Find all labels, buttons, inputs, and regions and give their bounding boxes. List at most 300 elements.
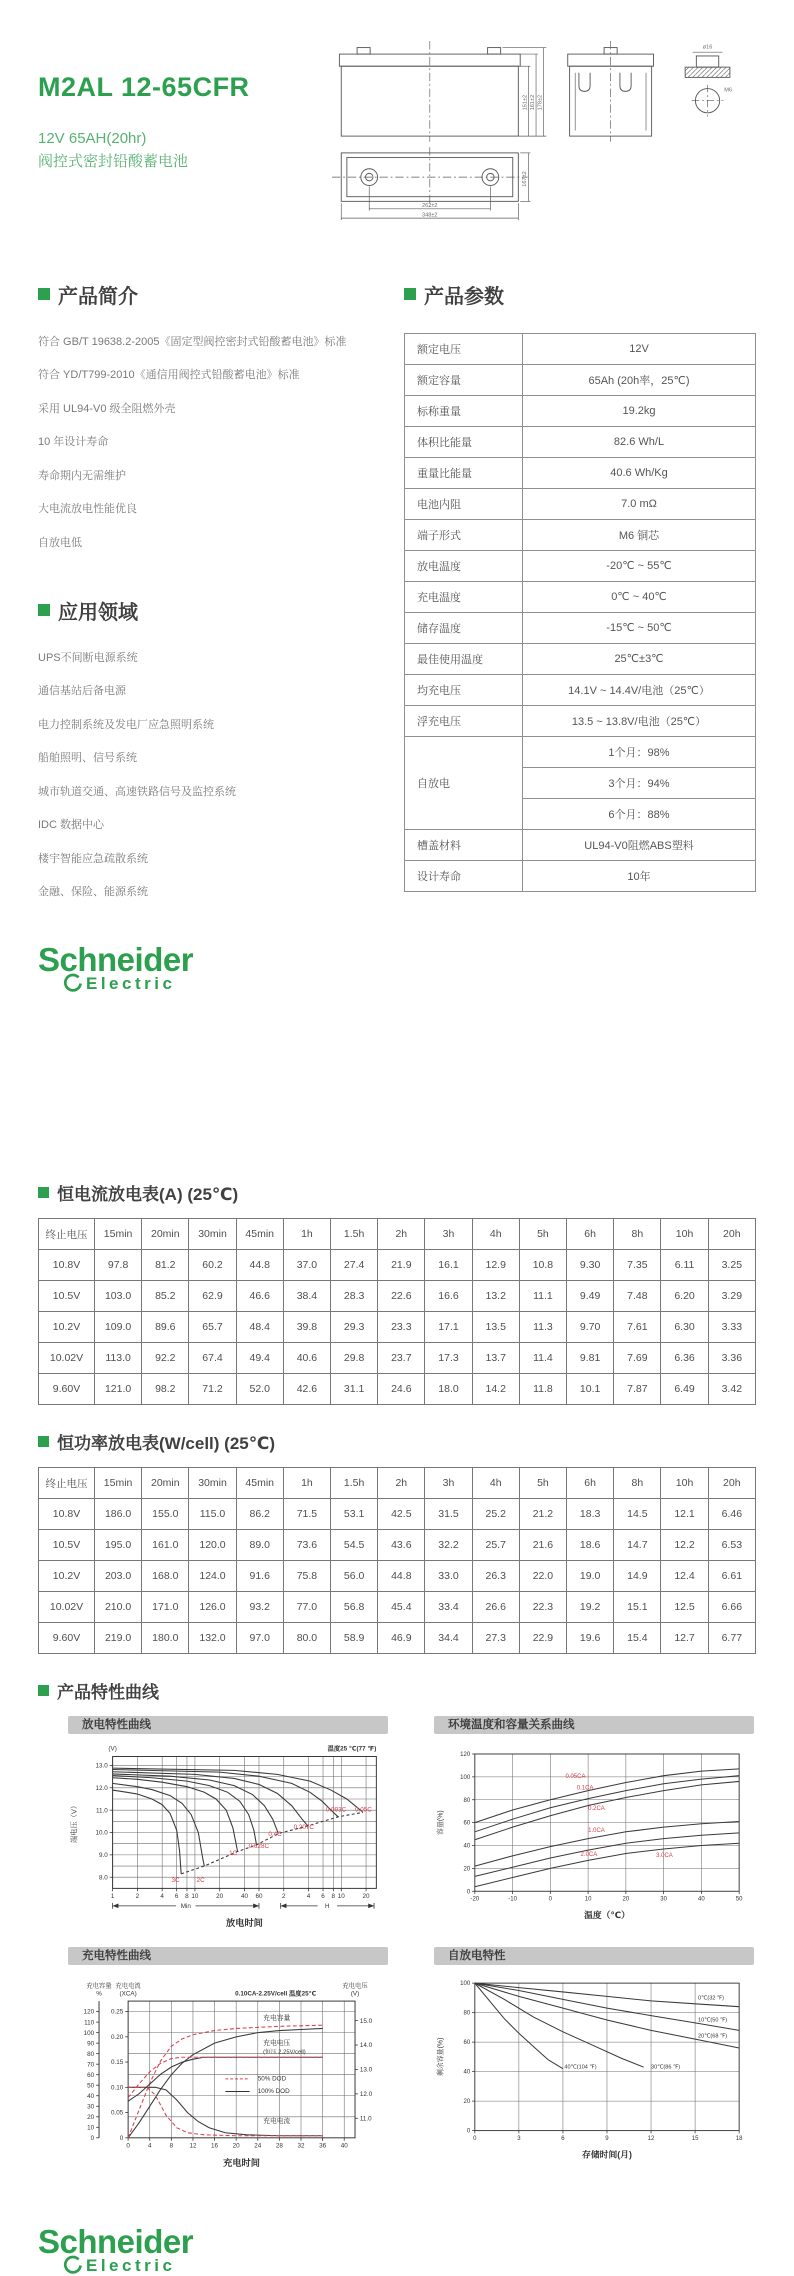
value-cell: 48.4 bbox=[236, 1312, 283, 1343]
value-cell: 43.6 bbox=[378, 1530, 425, 1561]
curve-label: 0.628C bbox=[248, 1843, 270, 1851]
charge-curve-chart-svg bbox=[68, 1972, 388, 2171]
schneider-logo-wordmark: Schneider bbox=[38, 941, 194, 979]
param-label: 设计寿命 bbox=[405, 860, 523, 891]
dim-terminal-thread: M6 bbox=[724, 87, 733, 94]
column-header: 4h bbox=[472, 1219, 519, 1250]
svg-text:9: 9 bbox=[605, 2136, 609, 2143]
row-header-cell: 10.2V bbox=[39, 1561, 95, 1592]
value-cell: 22.9 bbox=[519, 1623, 566, 1654]
svg-text:0: 0 bbox=[548, 1896, 553, 1903]
series-30℃(86℉) bbox=[475, 1983, 644, 2067]
application-item: IDC 数据中心 bbox=[38, 819, 104, 832]
value-cell: 9.49 bbox=[567, 1281, 614, 1312]
value-cell: 17.1 bbox=[425, 1312, 472, 1343]
header bbox=[38, 28, 756, 224]
svg-text:容量(%): 容量(%) bbox=[437, 1810, 445, 1836]
row-header-cell: 10.8V bbox=[39, 1250, 95, 1281]
section-constant-power-table bbox=[38, 1429, 756, 1654]
svg-text:60: 60 bbox=[255, 1893, 263, 1901]
value-cell: 12.9 bbox=[472, 1250, 519, 1281]
svg-text:%: % bbox=[96, 1990, 102, 1998]
schneider-logo-mark-icon bbox=[62, 973, 83, 994]
curve-label: 0.2CA bbox=[588, 1806, 605, 1813]
param-row bbox=[405, 612, 756, 643]
param-value: -20℃ ~ 55℃ bbox=[523, 550, 756, 581]
value-cell: 7.35 bbox=[614, 1250, 661, 1281]
battery-dimension-drawings bbox=[290, 28, 756, 224]
schneider-logo bbox=[38, 943, 390, 994]
right-column bbox=[404, 280, 756, 995]
application-item: UPS不间断电源系统 bbox=[38, 651, 138, 664]
series-0.2CA bbox=[475, 1782, 739, 1840]
svg-text:0: 0 bbox=[126, 2142, 130, 2150]
curves-heading-text: 产品特性曲线 bbox=[57, 1683, 159, 1703]
svg-text:(V): (V) bbox=[350, 1990, 360, 1998]
constant-current-table bbox=[38, 1218, 756, 1405]
svg-text:10: 10 bbox=[87, 2124, 95, 2132]
application-item: 楼宇智能应急疏散系统 bbox=[38, 852, 148, 865]
param-row bbox=[405, 581, 756, 612]
constant-current-heading-text: 恒电流放电表(A) (25℃) bbox=[57, 1185, 239, 1205]
value-cell: 16.6 bbox=[425, 1281, 472, 1312]
svg-text:40: 40 bbox=[87, 2093, 95, 2101]
value-cell: 56.0 bbox=[331, 1561, 378, 1592]
value-cell: 6.61 bbox=[708, 1561, 755, 1592]
value-cell: 17.3 bbox=[425, 1343, 472, 1374]
param-row bbox=[405, 457, 756, 488]
application-item: 通信基站后备电源 bbox=[38, 685, 126, 698]
application-item: 城市轨道交通、高速铁路信号及监控系统 bbox=[38, 785, 236, 798]
row-header-cell: 10.5V bbox=[39, 1530, 95, 1561]
svg-text:0.10CA-2.25V/cell 温度25℃: 0.10CA-2.25V/cell 温度25℃ bbox=[235, 1990, 317, 1998]
column-header: 8h bbox=[614, 1219, 661, 1250]
intro-item: 大电流放电性能优良 bbox=[38, 503, 137, 516]
svg-text:80: 80 bbox=[463, 2010, 471, 2017]
table-row bbox=[39, 1499, 756, 1530]
curve-label: 2C bbox=[196, 1877, 205, 1885]
curve-label: 0℃(32 ℉) bbox=[698, 1995, 725, 2002]
intro-item: 采用 UL94-V0 级全阻燃外壳 bbox=[38, 402, 176, 415]
dim-terminal-dia: ø16 bbox=[702, 44, 713, 51]
value-cell: 14.5 bbox=[614, 1499, 661, 1530]
value-cell: 58.9 bbox=[331, 1623, 378, 1654]
value-cell: 7.48 bbox=[614, 1281, 661, 1312]
svg-text:12: 12 bbox=[189, 2142, 197, 2150]
svg-text:温度（℃）: 温度（℃） bbox=[584, 1910, 630, 1921]
curve-label: 充电容量 bbox=[263, 2015, 291, 2023]
value-cell: 126.0 bbox=[189, 1592, 236, 1623]
value-cell: 27.3 bbox=[472, 1623, 519, 1654]
value-cell: 67.4 bbox=[189, 1343, 236, 1374]
value-cell: 45.4 bbox=[378, 1592, 425, 1623]
value-cell: 9.81 bbox=[567, 1343, 614, 1374]
value-cell: 121.0 bbox=[95, 1374, 142, 1405]
chart-title-temp-capacity: 环境温度和容量关系曲线 bbox=[434, 1716, 754, 1734]
value-cell: 23.3 bbox=[378, 1312, 425, 1343]
value-cell: 7.87 bbox=[614, 1374, 661, 1405]
column-header: 45min bbox=[236, 1219, 283, 1250]
param-value: -15℃ ~ 50℃ bbox=[523, 612, 756, 643]
value-cell: 11.4 bbox=[519, 1343, 566, 1374]
param-row bbox=[405, 550, 756, 581]
value-cell: 33.4 bbox=[425, 1592, 472, 1623]
value-cell: 32.2 bbox=[425, 1530, 472, 1561]
svg-text:90: 90 bbox=[87, 2040, 95, 2048]
value-cell: 12.4 bbox=[661, 1561, 708, 1592]
curve-label: 0.4C bbox=[268, 1831, 282, 1839]
svg-text:9.0: 9.0 bbox=[99, 1852, 108, 1860]
value-cell: 3.33 bbox=[708, 1312, 755, 1343]
svg-text:8: 8 bbox=[169, 2142, 174, 2150]
curve-label: 1.0CA bbox=[588, 1827, 605, 1834]
value-cell: 7.69 bbox=[614, 1343, 661, 1374]
column-header: 3h bbox=[425, 1468, 472, 1499]
value-cell: 113.0 bbox=[95, 1343, 142, 1374]
svg-text:60: 60 bbox=[463, 1820, 471, 1827]
value-cell: 92.2 bbox=[142, 1343, 189, 1374]
value-cell: 6.66 bbox=[708, 1592, 755, 1623]
curve-label: 10℃(50 ℉) bbox=[698, 2017, 728, 2024]
svg-text:11.0: 11.0 bbox=[95, 1807, 108, 1815]
value-cell: 195.0 bbox=[95, 1530, 142, 1561]
row-header-cell: 10.02V bbox=[39, 1592, 95, 1623]
left-column bbox=[38, 280, 404, 995]
table-row bbox=[39, 1623, 756, 1654]
value-cell: 73.6 bbox=[283, 1530, 330, 1561]
discharge-curve-chart-svg bbox=[68, 1741, 388, 1931]
column-header: 4h bbox=[472, 1468, 519, 1499]
svg-text:12.0: 12.0 bbox=[359, 2091, 373, 2099]
column-header: 终止电压 bbox=[39, 1219, 95, 1250]
chart-title-charge-curve: 充电特性曲线 bbox=[68, 1947, 388, 1965]
param-value: 65Ah (20h率，25℃) bbox=[523, 364, 756, 395]
svg-text:40: 40 bbox=[698, 1896, 705, 1903]
value-cell: 44.8 bbox=[236, 1250, 283, 1281]
value-cell: 93.2 bbox=[236, 1592, 283, 1623]
svg-text:0: 0 bbox=[466, 2128, 471, 2135]
value-cell: 24.6 bbox=[378, 1374, 425, 1405]
svg-text:温度25 ℃(77 ℉): 温度25 ℃(77 ℉) bbox=[327, 1745, 377, 1753]
svg-text:0: 0 bbox=[466, 1889, 471, 1896]
value-cell: 46.9 bbox=[378, 1623, 425, 1654]
value-cell: 46.6 bbox=[236, 1281, 283, 1312]
temp-capacity-chart-svg bbox=[434, 1741, 754, 1923]
value-cell: 52.0 bbox=[236, 1374, 283, 1405]
value-cell: 6.36 bbox=[661, 1343, 708, 1374]
section-curves bbox=[38, 1678, 756, 2171]
column-header: 1h bbox=[283, 1468, 330, 1499]
value-cell: 6.46 bbox=[708, 1499, 755, 1530]
value-cell: 26.3 bbox=[472, 1561, 519, 1592]
green-square-icon bbox=[404, 288, 416, 300]
intro-item: 寿命期内无需维护 bbox=[38, 469, 126, 482]
param-label: 电池内阻 bbox=[405, 488, 523, 519]
intro-list bbox=[38, 333, 390, 550]
svg-text:放电时间: 放电时间 bbox=[226, 1918, 263, 1929]
product-rating: 12V 65AH(20hr) bbox=[38, 130, 147, 147]
svg-text:2: 2 bbox=[281, 1893, 286, 1901]
product-model: M2AL 12-65CFR bbox=[38, 72, 250, 102]
svg-text:100: 100 bbox=[460, 1775, 471, 1782]
series-3C bbox=[113, 1790, 182, 1874]
curve-label: 2.0CA bbox=[580, 1852, 598, 1859]
value-cell: 6.11 bbox=[661, 1250, 708, 1281]
dim-depth: 167±2 bbox=[521, 171, 528, 187]
value-cell: 56.8 bbox=[331, 1592, 378, 1623]
value-cell: 38.4 bbox=[283, 1281, 330, 1312]
constant-power-table bbox=[38, 1467, 756, 1654]
column-header: 终止电压 bbox=[39, 1468, 95, 1499]
param-label: 额定电压 bbox=[405, 333, 523, 364]
svg-text:100: 100 bbox=[460, 1981, 471, 1988]
svg-text:36: 36 bbox=[319, 2142, 327, 2150]
param-value: 10年 bbox=[523, 860, 756, 891]
curve-label: 充电电压 bbox=[263, 2040, 291, 2048]
row-header-cell: 9.60V bbox=[39, 1623, 95, 1654]
value-cell: 9.30 bbox=[567, 1250, 614, 1281]
value-cell: 71.5 bbox=[283, 1499, 330, 1530]
param-label: 标称重量 bbox=[405, 395, 523, 426]
svg-text:100: 100 bbox=[83, 2030, 95, 2038]
svg-text:13.0: 13.0 bbox=[359, 2066, 373, 2074]
svg-text:50: 50 bbox=[87, 2082, 95, 2090]
value-cell: 77.0 bbox=[283, 1592, 330, 1623]
value-cell: 13.5 bbox=[472, 1312, 519, 1343]
dim-height-3: 178±2 bbox=[537, 94, 544, 111]
param-row bbox=[405, 364, 756, 395]
svg-text:40: 40 bbox=[463, 1843, 471, 1850]
curve-label: 50% DOD bbox=[257, 2075, 287, 2083]
green-square-icon bbox=[38, 604, 50, 616]
value-cell: 39.8 bbox=[283, 1312, 330, 1343]
param-label: 额定容量 bbox=[405, 364, 523, 395]
table-row bbox=[39, 1592, 756, 1623]
column-header: 1.5h bbox=[331, 1468, 378, 1499]
column-header: 1h bbox=[283, 1219, 330, 1250]
curve-label: 100% DOD bbox=[257, 2088, 290, 2096]
table-header-row bbox=[39, 1468, 756, 1499]
value-cell: 18.3 bbox=[567, 1499, 614, 1530]
param-row bbox=[405, 519, 756, 550]
svg-text:剩余容量(%): 剩余容量(%) bbox=[437, 2037, 445, 2077]
value-cell: 14.2 bbox=[472, 1374, 519, 1405]
value-cell: 22.0 bbox=[519, 1561, 566, 1592]
column-header: 15min bbox=[95, 1219, 142, 1250]
svg-text:存储时间(月): 存储时间(月) bbox=[582, 2149, 632, 2160]
svg-text:2: 2 bbox=[135, 1893, 140, 1901]
intro-item: 符合 YD/T799-2010《通信用阀控式铅酸蓄电池》标准 bbox=[38, 369, 300, 382]
chart-body-charge-curve bbox=[68, 1972, 388, 2171]
svg-text:120: 120 bbox=[83, 2009, 95, 2017]
svg-text:120: 120 bbox=[460, 1752, 471, 1759]
curve-label: 0.207C bbox=[293, 1824, 314, 1832]
svg-text:15: 15 bbox=[691, 2136, 699, 2143]
chart-body-discharge-curve bbox=[68, 1741, 388, 1931]
svg-text:12.0: 12.0 bbox=[95, 1785, 108, 1793]
svg-text:(V): (V) bbox=[108, 1745, 117, 1753]
column-header: 2h bbox=[378, 1219, 425, 1250]
svg-text:15.0: 15.0 bbox=[359, 2018, 373, 2026]
column-header: 30min bbox=[189, 1219, 236, 1250]
svg-text:0.25: 0.25 bbox=[111, 2008, 124, 2016]
svg-text:13.0: 13.0 bbox=[95, 1762, 108, 1770]
curve-label: (恒压 2.25V/cell) bbox=[263, 2049, 306, 2056]
svg-text:0: 0 bbox=[473, 2136, 477, 2143]
svg-text:60: 60 bbox=[463, 2040, 471, 2047]
value-cell: 22.3 bbox=[519, 1592, 566, 1623]
svg-text:14.0: 14.0 bbox=[359, 2042, 373, 2050]
param-value: 13.5 ~ 13.8V/电池（25℃） bbox=[523, 705, 756, 736]
value-cell: 97.8 bbox=[95, 1250, 142, 1281]
param-label: 均充电压 bbox=[405, 674, 523, 705]
column-header: 3h bbox=[425, 1219, 472, 1250]
svg-text:8: 8 bbox=[331, 1893, 336, 1901]
svg-text:40: 40 bbox=[463, 2069, 471, 2076]
value-cell: 13.2 bbox=[472, 1281, 519, 1312]
value-cell: 14.9 bbox=[614, 1561, 661, 1592]
chart-title-self-discharge: 自放电特性 bbox=[434, 1947, 754, 1965]
value-cell: 219.0 bbox=[95, 1623, 142, 1654]
row-header-cell: 10.5V bbox=[39, 1281, 95, 1312]
applications-heading-text: 应用领域 bbox=[58, 601, 138, 624]
svg-text:18: 18 bbox=[735, 2136, 743, 2143]
value-cell: 124.0 bbox=[189, 1561, 236, 1592]
table-row bbox=[39, 1281, 756, 1312]
param-label: 端子形式 bbox=[405, 519, 523, 550]
value-cell: 19.0 bbox=[567, 1561, 614, 1592]
value-cell: 25.2 bbox=[472, 1499, 519, 1530]
chart-panel-self-discharge bbox=[434, 1947, 754, 2171]
svg-text:0.15: 0.15 bbox=[111, 2059, 124, 2067]
value-cell: 115.0 bbox=[189, 1499, 236, 1530]
svg-text:28: 28 bbox=[275, 2142, 283, 2150]
param-value: 12V bbox=[523, 333, 756, 364]
value-cell: 10.1 bbox=[567, 1374, 614, 1405]
svg-text:端电压（V）: 端电压（V） bbox=[69, 1802, 79, 1844]
value-cell: 21.6 bbox=[519, 1530, 566, 1561]
series-充电容量-50%DOD bbox=[128, 2026, 323, 2139]
param-value: 6个月：88% bbox=[523, 798, 756, 829]
value-cell: 186.0 bbox=[95, 1499, 142, 1530]
svg-text:10: 10 bbox=[584, 1896, 592, 1903]
chart-panel-discharge-curve bbox=[68, 1716, 388, 1931]
svg-text:32: 32 bbox=[297, 2142, 305, 2150]
value-cell: 6.49 bbox=[661, 1374, 708, 1405]
value-cell: 12.2 bbox=[661, 1530, 708, 1561]
svg-text:0.05: 0.05 bbox=[111, 2109, 124, 2117]
value-cell: 18.0 bbox=[425, 1374, 472, 1405]
svg-text:4: 4 bbox=[160, 1893, 164, 1901]
value-cell: 155.0 bbox=[142, 1499, 189, 1530]
green-square-icon bbox=[38, 1436, 49, 1447]
value-cell: 97.0 bbox=[236, 1623, 283, 1654]
param-row bbox=[405, 829, 756, 860]
value-cell: 23.7 bbox=[378, 1343, 425, 1374]
row-header-cell: 9.60V bbox=[39, 1374, 95, 1405]
param-value: UL94-V0阻燃ABS塑料 bbox=[523, 829, 756, 860]
param-label: 体积比能量 bbox=[405, 426, 523, 457]
value-cell: 12.1 bbox=[661, 1499, 708, 1530]
green-square-icon bbox=[38, 288, 50, 300]
value-cell: 40.6 bbox=[283, 1343, 330, 1374]
value-cell: 21.2 bbox=[519, 1499, 566, 1530]
column-header: 2h bbox=[378, 1468, 425, 1499]
column-header: 5h bbox=[519, 1219, 566, 1250]
value-cell: 80.0 bbox=[283, 1623, 330, 1654]
value-cell: 60.2 bbox=[189, 1250, 236, 1281]
param-row bbox=[405, 395, 756, 426]
section-applications bbox=[38, 596, 390, 900]
application-item: 电力控制系统及发电厂应急照明系统 bbox=[38, 718, 214, 731]
value-cell: 15.1 bbox=[614, 1592, 661, 1623]
curve-label: 0.05C bbox=[354, 1806, 372, 1814]
section-intro bbox=[38, 280, 390, 550]
value-cell: 3.29 bbox=[708, 1281, 755, 1312]
svg-text:50: 50 bbox=[735, 1896, 743, 1903]
svg-text:110: 110 bbox=[84, 2019, 95, 2027]
value-cell: 12.5 bbox=[661, 1592, 708, 1623]
svg-text:Min: Min bbox=[180, 1903, 191, 1911]
column-header: 15min bbox=[95, 1468, 142, 1499]
column-header: 20h bbox=[708, 1468, 755, 1499]
param-value: 1个月：98% bbox=[523, 736, 756, 767]
value-cell: 19.2 bbox=[567, 1592, 614, 1623]
chart-body-temp-capacity bbox=[434, 1741, 754, 1923]
value-cell: 21.9 bbox=[378, 1250, 425, 1281]
chart-body-self-discharge bbox=[434, 1972, 754, 2162]
chart-panel-temp-capacity bbox=[434, 1716, 754, 1931]
table-row bbox=[39, 1530, 756, 1561]
value-cell: 3.42 bbox=[708, 1374, 755, 1405]
row-header-cell: 10.02V bbox=[39, 1343, 95, 1374]
row-header-cell: 10.2V bbox=[39, 1312, 95, 1343]
curve-label: 40℃(104 ℉) bbox=[564, 2064, 597, 2071]
green-square-icon bbox=[38, 1685, 49, 1696]
value-cell: 120.0 bbox=[189, 1530, 236, 1561]
value-cell: 11.3 bbox=[519, 1312, 566, 1343]
series-1.0CA bbox=[475, 1822, 739, 1867]
intro-heading bbox=[38, 280, 390, 309]
table-header-row bbox=[39, 1219, 756, 1250]
dim-width-outer: 348±2 bbox=[422, 212, 438, 219]
param-label: 自放电 bbox=[405, 736, 523, 829]
curves-heading bbox=[38, 1678, 756, 1703]
svg-text:(XCA): (XCA) bbox=[119, 1990, 137, 1998]
value-cell: 54.5 bbox=[331, 1530, 378, 1561]
svg-text:20: 20 bbox=[463, 2099, 471, 2106]
schneider-logo-mark-icon bbox=[62, 2255, 83, 2276]
svg-text:6: 6 bbox=[321, 1893, 325, 1901]
intro-item: 10 年设计寿命 bbox=[38, 436, 109, 449]
value-cell: 98.2 bbox=[142, 1374, 189, 1405]
svg-text:40: 40 bbox=[240, 1893, 248, 1901]
application-item: 船舶照明、信号系统 bbox=[38, 752, 137, 765]
section-constant-current-table bbox=[38, 1180, 756, 1405]
param-row bbox=[405, 674, 756, 705]
table-row bbox=[39, 1312, 756, 1343]
value-cell: 44.8 bbox=[378, 1561, 425, 1592]
svg-text:20: 20 bbox=[463, 1866, 471, 1873]
column-header: 20h bbox=[708, 1219, 755, 1250]
value-cell: 103.0 bbox=[95, 1281, 142, 1312]
value-cell: 62.9 bbox=[189, 1281, 236, 1312]
param-row bbox=[405, 426, 756, 457]
curve-label: 20℃(68 ℉) bbox=[698, 2033, 728, 2040]
column-header: 6h bbox=[567, 1468, 614, 1499]
intro-heading-text: 产品简介 bbox=[58, 285, 138, 308]
svg-text:3: 3 bbox=[517, 2136, 521, 2143]
